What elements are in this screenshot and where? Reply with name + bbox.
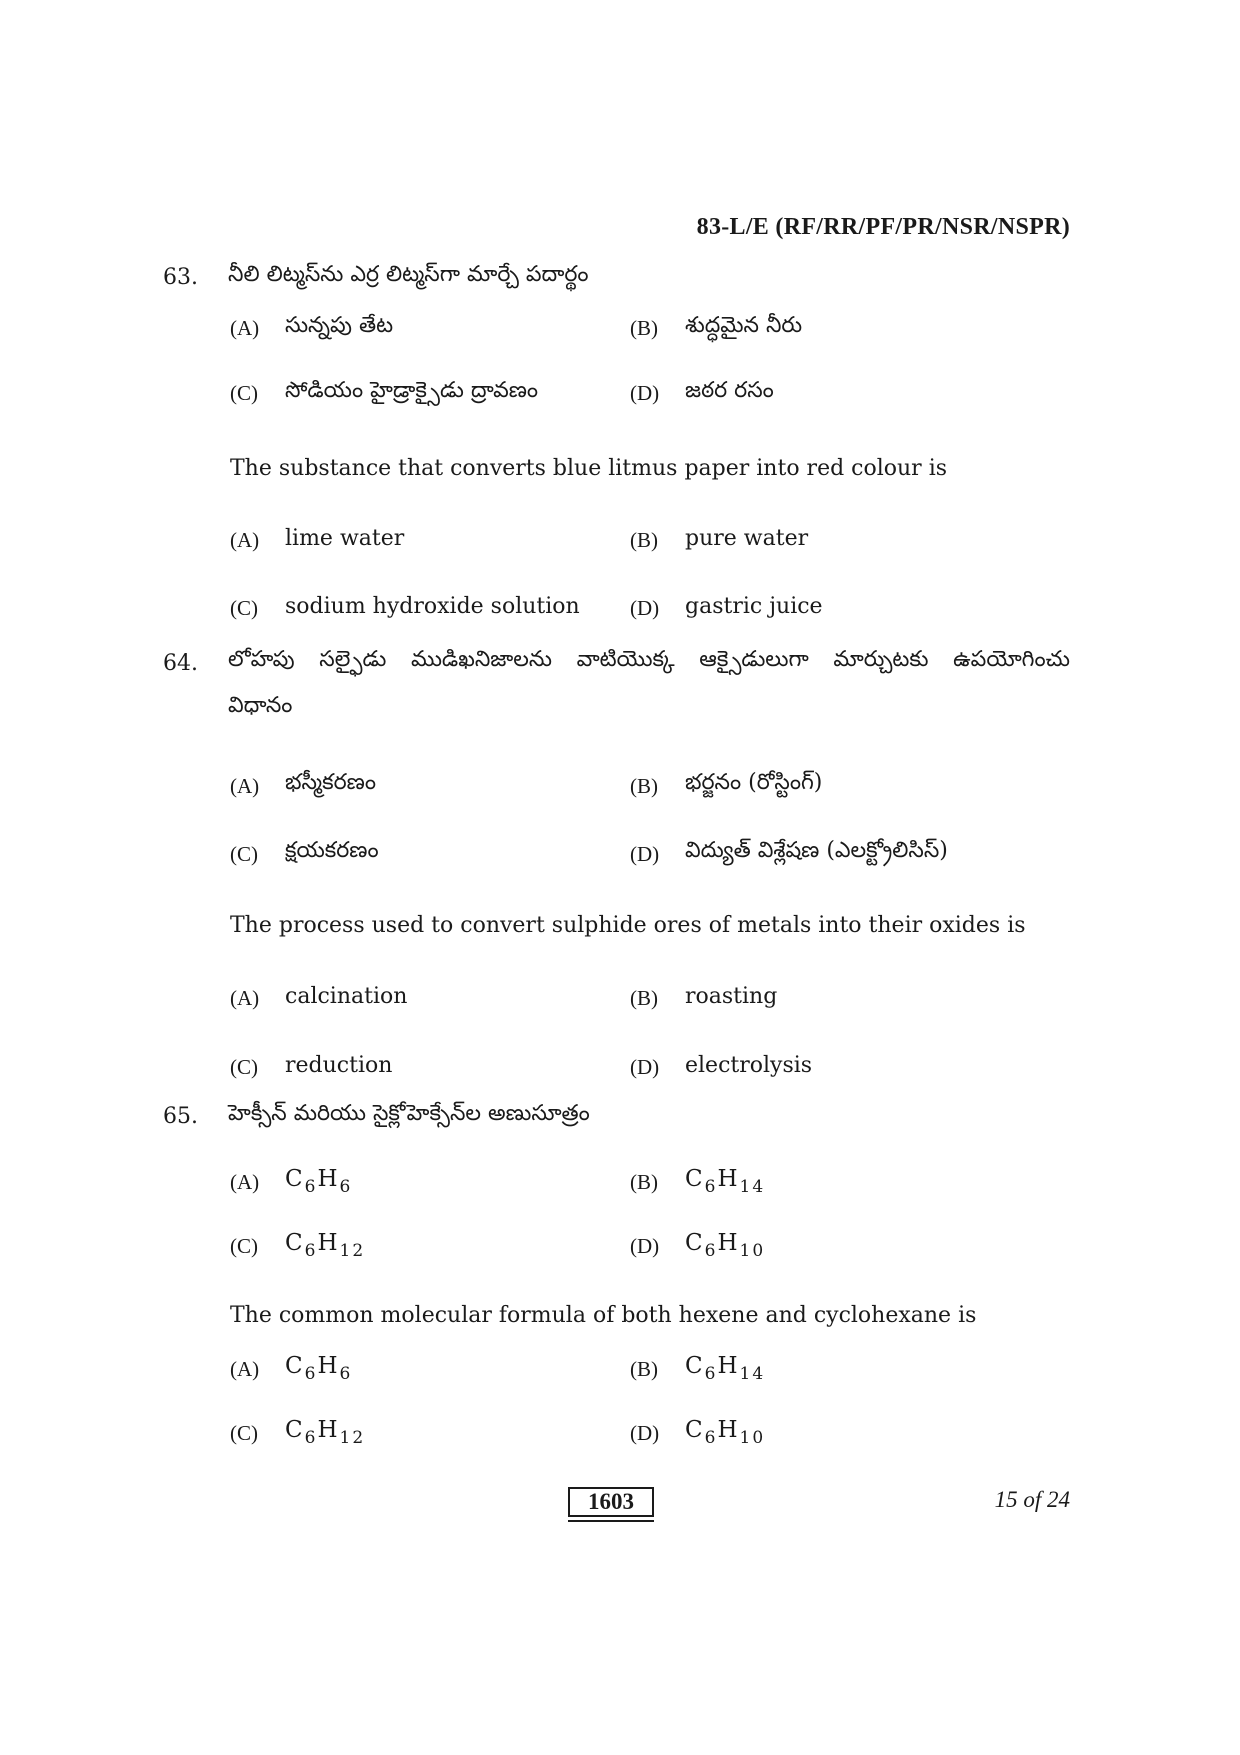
q64-te-option-a-letter: (A)	[230, 774, 260, 798]
q63-te-option-c-text: సోడియం హైడ్రాక్సైడు ద్రావణం	[285, 378, 539, 403]
q63-en-option-a-text: lime water	[285, 526, 405, 551]
q63-te-option-b-text: శుద్ధమైన నీరు	[685, 313, 803, 338]
q64-en-option-c-letter: (C)	[230, 1055, 258, 1079]
q63-telugu-stem: నీలి లిట్మస్‌ను ఎర్ర లిట్మస్‌గా మార్చే పదార్థం	[228, 262, 589, 287]
q65-te-option-a-formula: $C_6H_6$	[285, 1166, 353, 1197]
question-number-63: 63.	[163, 265, 198, 290]
q64-en-option-d-text: electrolysis	[685, 1053, 813, 1078]
q64-telugu-stem-line1: లోహపు సల్ఫైడు ముడిఖనిజాలను వాటియొక్క ఆక్సైడులుగా మార్చుటకు ఉపయోగించు	[228, 647, 1070, 672]
q65-en-option-b-formula: $C_6H_{14}$	[685, 1353, 766, 1384]
q63-te-option-a-text: సున్నపు తేట	[285, 313, 394, 338]
q65-te-option-d-letter: (D)	[630, 1234, 660, 1258]
q63-te-option-b-letter: (B)	[630, 316, 658, 340]
q63-te-option-a-letter: (A)	[230, 316, 260, 340]
q64-en-option-b-letter: (B)	[630, 986, 658, 1010]
q64-en-option-a-text: calcination	[285, 984, 408, 1009]
q63-te-option-c-letter: (C)	[230, 381, 258, 405]
q65-en-option-c-formula: $C_6H_{12}$	[285, 1417, 366, 1448]
q64-te-option-c-letter: (C)	[230, 842, 258, 866]
q65-telugu-stem: హెక్సీన్ మరియు సైక్లోహెక్సేన్‌ల అణుసూత్రం	[228, 1101, 590, 1126]
question-number-65: 65.	[163, 1104, 198, 1129]
q64-en-option-c-text: reduction	[285, 1053, 393, 1078]
q63-en-option-d-text: gastric juice	[685, 594, 823, 619]
booklet-code-box: 1603	[568, 1487, 654, 1517]
q65-en-option-c-letter: (C)	[230, 1421, 258, 1445]
q64-en-option-d-letter: (D)	[630, 1055, 660, 1079]
q63-te-option-d-letter: (D)	[630, 381, 660, 405]
q64-te-option-b-text: భర్జనం (రోస్టింగ్)	[685, 770, 823, 795]
q65-english-stem: The common molecular formula of both hexene and cyclohexane is	[230, 1303, 977, 1328]
q63-english-stem: The substance that converts blue litmus paper into red colour is	[230, 456, 948, 481]
q63-en-option-a-letter: (A)	[230, 528, 260, 552]
q64-te-option-c-text: క్షయకరణం	[285, 838, 379, 863]
q65-te-option-c-letter: (C)	[230, 1234, 258, 1258]
q63-en-option-d-letter: (D)	[630, 596, 660, 620]
q64-te-option-d-letter: (D)	[630, 842, 660, 866]
q64-telugu-stem-line2: విధానం	[228, 693, 293, 718]
q63-en-option-b-text: pure water	[685, 526, 809, 551]
q65-te-option-d-formula: $C_6H_{10}$	[685, 1230, 766, 1261]
q65-te-option-b-formula: $C_6H_{14}$	[685, 1166, 766, 1197]
q65-te-option-b-letter: (B)	[630, 1170, 658, 1194]
paper-code: 83-L/E (RF/RR/PF/PR/NSR/NSPR)	[696, 214, 1070, 240]
q65-te-option-c-formula: $C_6H_{12}$	[285, 1230, 366, 1261]
q64-en-option-b-text: roasting	[685, 984, 778, 1009]
q63-te-option-d-text: జఠర రసం	[685, 378, 774, 403]
q63-en-option-c-text: sodium hydroxide solution	[285, 594, 580, 619]
q63-en-option-c-letter: (C)	[230, 596, 258, 620]
q63-en-option-b-letter: (B)	[630, 528, 658, 552]
q65-en-option-b-letter: (B)	[630, 1357, 658, 1381]
q65-en-option-a-formula: $C_6H_6$	[285, 1353, 353, 1384]
q65-en-option-d-formula: $C_6H_{10}$	[685, 1417, 766, 1448]
q64-english-stem: The process used to convert sulphide ores of metals into their oxides is	[230, 913, 1026, 938]
q65-te-option-a-letter: (A)	[230, 1170, 260, 1194]
q65-en-option-d-letter: (D)	[630, 1421, 660, 1445]
q64-te-option-b-letter: (B)	[630, 774, 658, 798]
q64-en-option-a-letter: (A)	[230, 986, 260, 1010]
q64-te-option-d-text: విద్యుత్ విశ్లేషణ (ఎలక్ట్రోలిసిస్)	[685, 838, 948, 863]
q64-te-option-a-text: భస్మీకరణం	[285, 770, 376, 795]
q65-en-option-a-letter: (A)	[230, 1357, 260, 1381]
page-number: 15 of 24	[994, 1487, 1070, 1512]
question-number-64: 64.	[163, 651, 198, 676]
